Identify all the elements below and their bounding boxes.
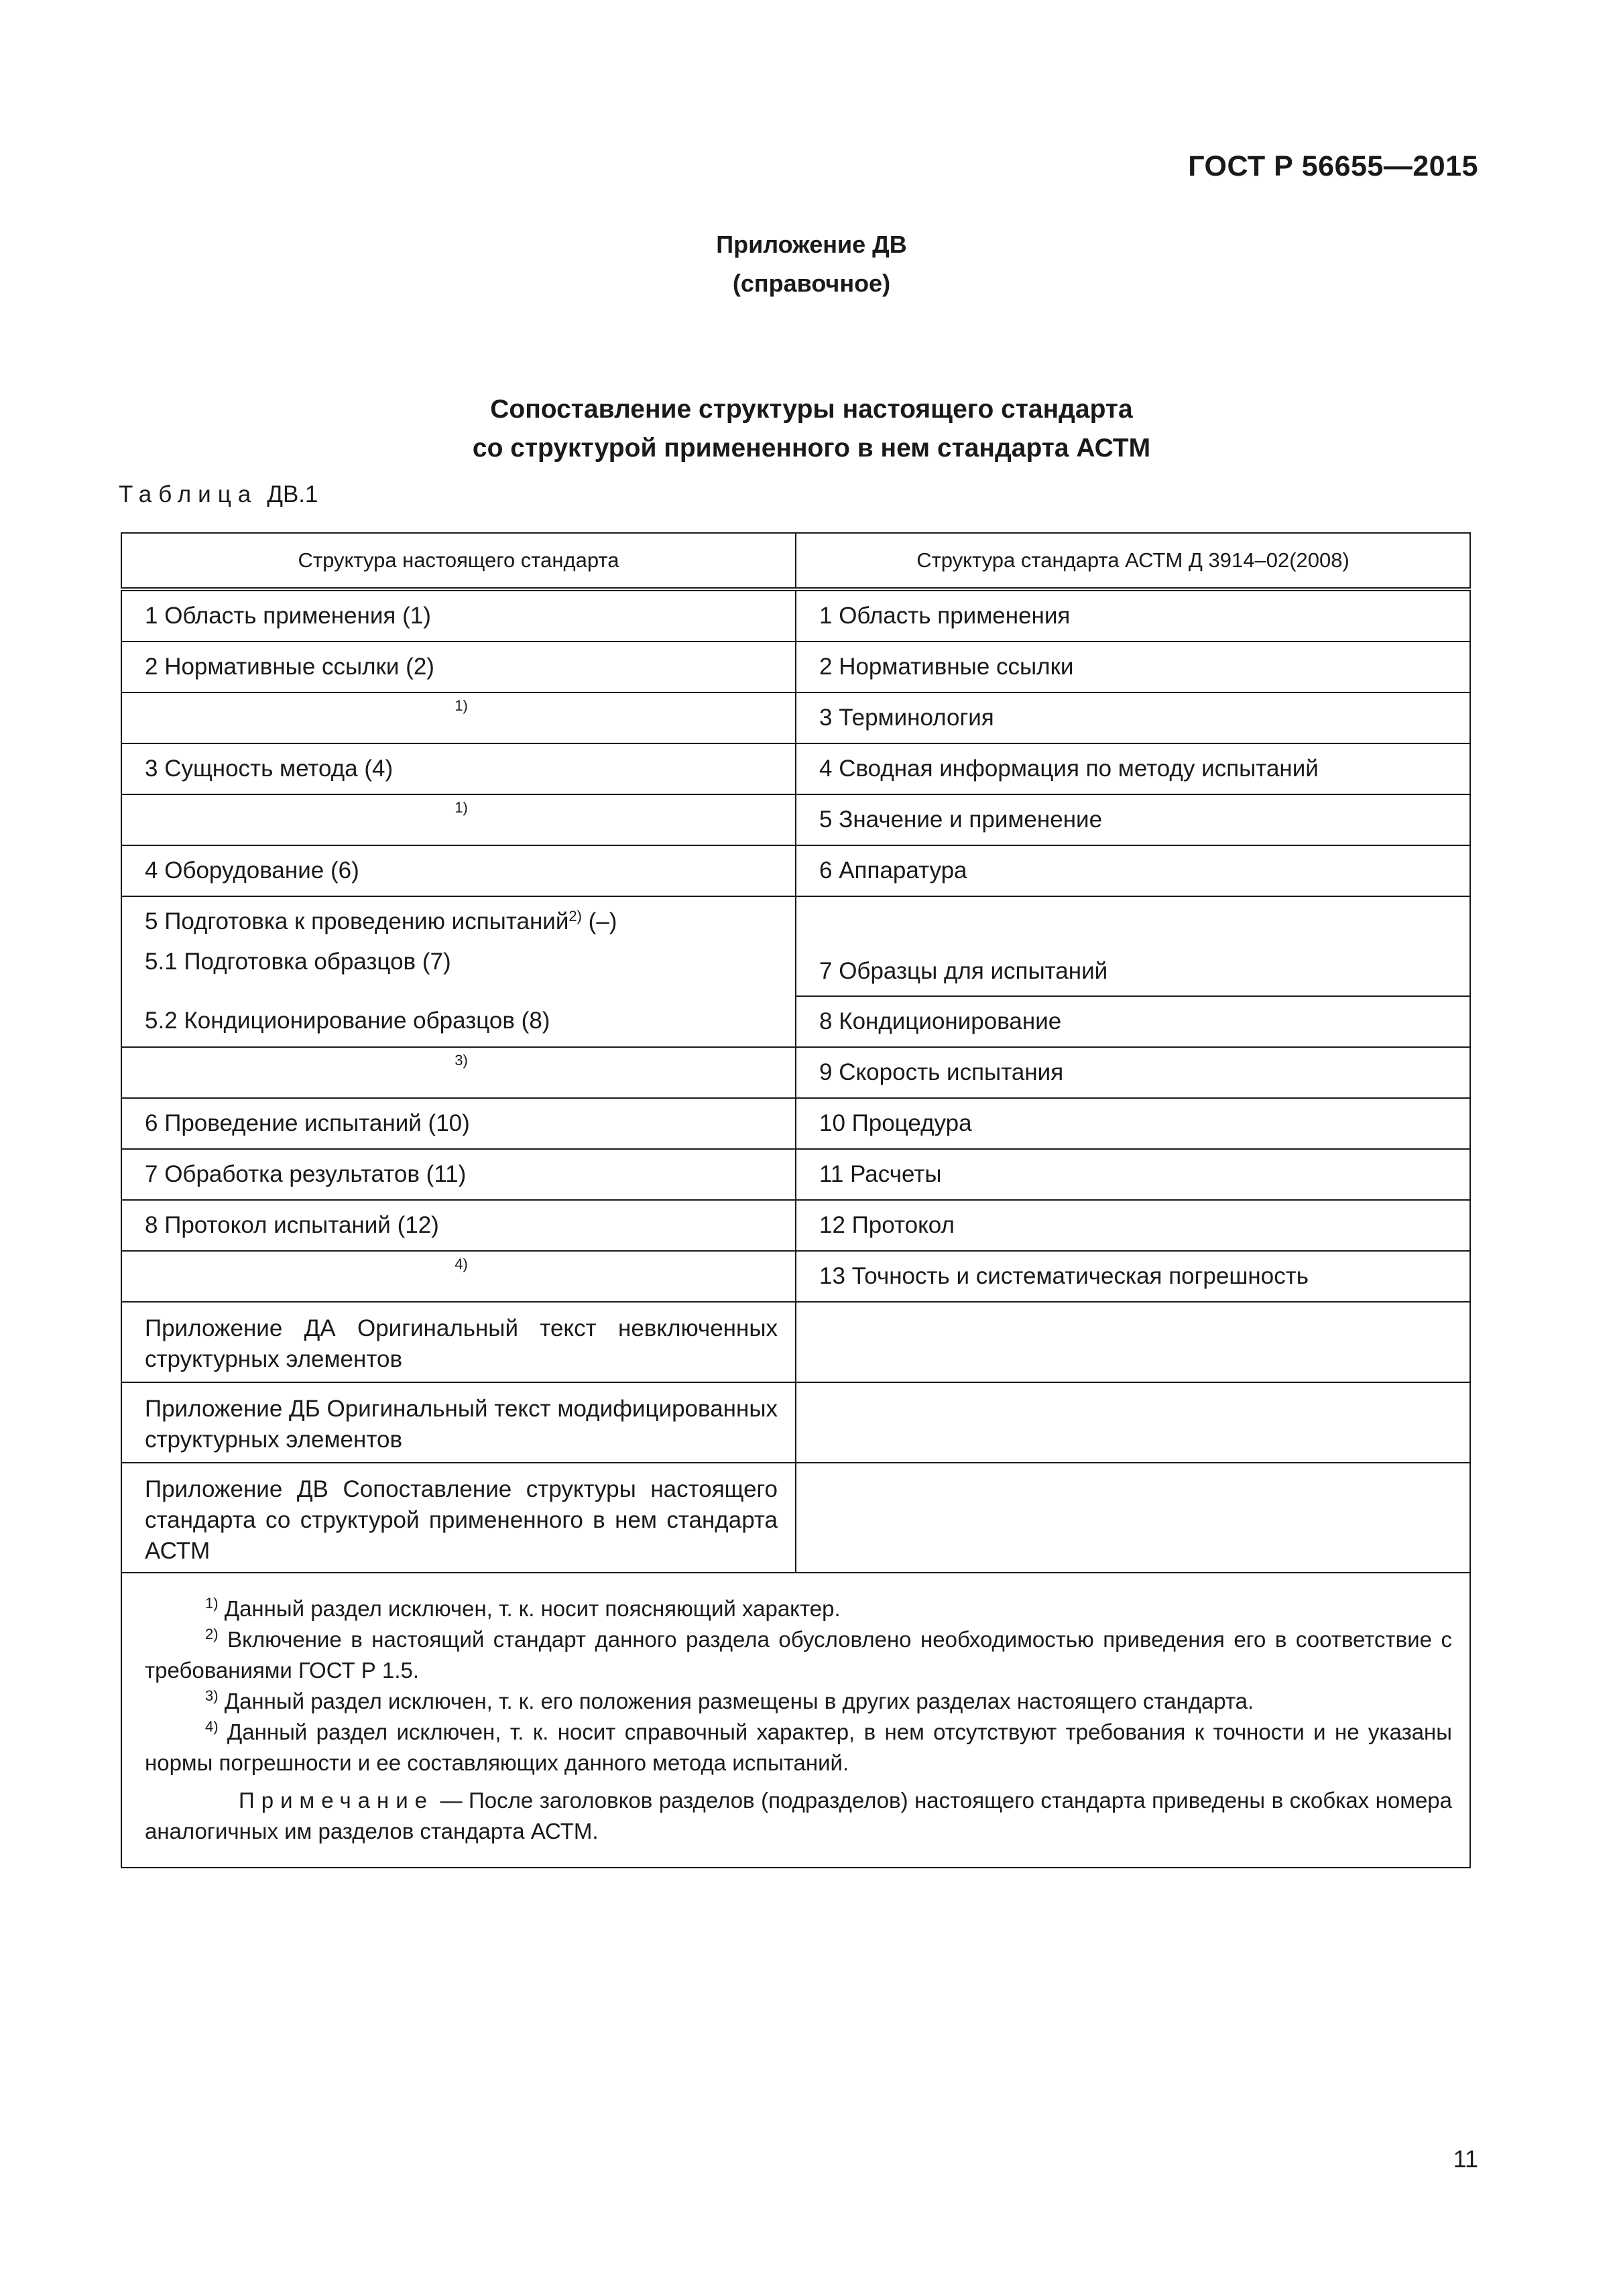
appendix-name: Приложение ДВ bbox=[716, 231, 907, 258]
cell-current: Приложение ДА Оригинальный текст невключенных структурных элементов bbox=[145, 1315, 778, 1372]
cell-astm: 11 Расчеты bbox=[819, 1161, 942, 1187]
document-designation: ГОСТ Р 56655—2015 bbox=[1188, 150, 1478, 182]
footnote-ref: 1) bbox=[455, 799, 468, 816]
heading-line-2: со структурой примененного в нем стандарта АСТМ bbox=[472, 434, 1151, 463]
cell-current: 4 Оборудование (6) bbox=[145, 857, 359, 884]
table-note: Примечание — После заголовков разделов (подразделов) настоящего стандарта приведены в скобках номера аналогичных им разделов стандарта АСТМ. bbox=[145, 1788, 1452, 1844]
cell-astm: 13 Точность и систематическая погрешность bbox=[819, 1263, 1309, 1289]
cell-current: 5 Подготовка к проведению испытаний$^{2)}$ (–) bbox=[145, 908, 617, 934]
table-row bbox=[121, 1047, 1470, 1098]
table-row bbox=[121, 845, 1470, 896]
table-header-row bbox=[121, 533, 1470, 589]
cell-current: 8 Протокол испытаний (12) bbox=[145, 1212, 439, 1238]
cell-current: 5.2 Кондиционирование образцов (8) bbox=[145, 1008, 550, 1034]
table-caption-word: Таблица bbox=[119, 481, 258, 507]
cell-astm: 4 Сводная информация по методу испытаний bbox=[819, 756, 1319, 782]
table-caption-number: ДВ.1 bbox=[267, 481, 318, 507]
table-row bbox=[121, 1200, 1470, 1251]
table-row bbox=[121, 1149, 1470, 1200]
table-row bbox=[121, 1302, 1470, 1382]
appendix-title bbox=[0, 225, 1623, 303]
page-number: 11 bbox=[1453, 2145, 1478, 2173]
table-row bbox=[121, 1098, 1470, 1149]
section-heading bbox=[0, 390, 1623, 468]
cell-astm: 6 Аппаратура bbox=[819, 857, 967, 884]
footnotes-row bbox=[121, 1573, 1470, 1868]
footnote-1: $^{1)}$ Данный раздел исключен, т. к. носит поясняющий характер. bbox=[205, 1595, 841, 1621]
table-row bbox=[121, 996, 1470, 1047]
table-row bbox=[121, 1463, 1470, 1573]
table-row bbox=[121, 794, 1470, 845]
cell-current: 1 Область применения (1) bbox=[145, 603, 431, 629]
appendix-kind: (справочное) bbox=[732, 269, 891, 297]
table-caption bbox=[119, 481, 318, 508]
table-row bbox=[121, 1382, 1470, 1463]
cell-astm: 1 Область применения bbox=[819, 603, 1071, 629]
footnote-3: $^{3)}$ Данный раздел исключен, т. к. его положения размещены в других разделах настоящего стандарта. bbox=[205, 1687, 1254, 1713]
column-header-current: Структура настоящего стандарта bbox=[121, 533, 796, 589]
footnote-ref: 4) bbox=[455, 1256, 468, 1272]
cell-astm: 7 Образцы для испытаний bbox=[819, 958, 1108, 984]
cell-astm: 5 Значение и применение bbox=[819, 806, 1103, 833]
cell-astm: 10 Процедура bbox=[819, 1110, 972, 1136]
cell-current: 3 Сущность метода (4) bbox=[145, 756, 394, 782]
cell-astm: 8 Кондиционирование bbox=[819, 1008, 1062, 1034]
footnote-ref: 1) bbox=[455, 697, 468, 714]
footnote-2: $^{2)}$ Включение в настоящий стандарт данного раздела обусловлено необходимостью приведения его в соответствие с требованиями ГОСТ Р 1.5. bbox=[145, 1626, 1452, 1683]
heading-line-1: Сопоставление структуры настоящего стандарта bbox=[490, 395, 1133, 424]
table-row bbox=[121, 589, 1470, 642]
cell-astm: 3 Терминология bbox=[819, 705, 994, 731]
table-row bbox=[121, 692, 1470, 743]
cell-astm: 2 Нормативные ссылки bbox=[819, 654, 1074, 680]
cell-current: 2 Нормативные ссылки (2) bbox=[145, 654, 434, 680]
table-footnotes bbox=[121, 1573, 1470, 1868]
cell-astm: 12 Протокол bbox=[819, 1212, 955, 1238]
cell-current: Приложение ДВ Сопоставление структуры настоящего стандарта со структурой примененного в нем стандарта АСТМ bbox=[145, 1476, 778, 1564]
footnote-ref: 2) bbox=[568, 908, 582, 924]
cell-astm: 9 Скорость испытания bbox=[819, 1059, 1064, 1085]
cell-current: 7 Обработка результатов (11) bbox=[145, 1161, 467, 1187]
table-row bbox=[121, 642, 1470, 692]
structure-comparison-table bbox=[121, 532, 1471, 1868]
column-header-astm: Структура стандарта АСТМ Д 3914–02(2008) bbox=[796, 533, 1470, 589]
table-row bbox=[121, 743, 1470, 794]
table-row bbox=[121, 896, 1470, 947]
cell-current: Приложение ДБ Оригинальный текст модифицированных структурных элементов bbox=[145, 1396, 778, 1453]
cell-current: 6 Проведение испытаний (10) bbox=[145, 1110, 470, 1136]
footnote-4: $^{4)}$ Данный раздел исключен, т. к. носит справочный характер, в нем отсутствуют требования к точности и не указаны нормы погрешности и ее составляющих данного метода испытаний. bbox=[145, 1718, 1452, 1775]
footnote-ref: 3) bbox=[455, 1052, 468, 1069]
cell-current: 5.1 Подготовка образцов (7) bbox=[145, 949, 451, 975]
table-row bbox=[121, 1251, 1470, 1302]
